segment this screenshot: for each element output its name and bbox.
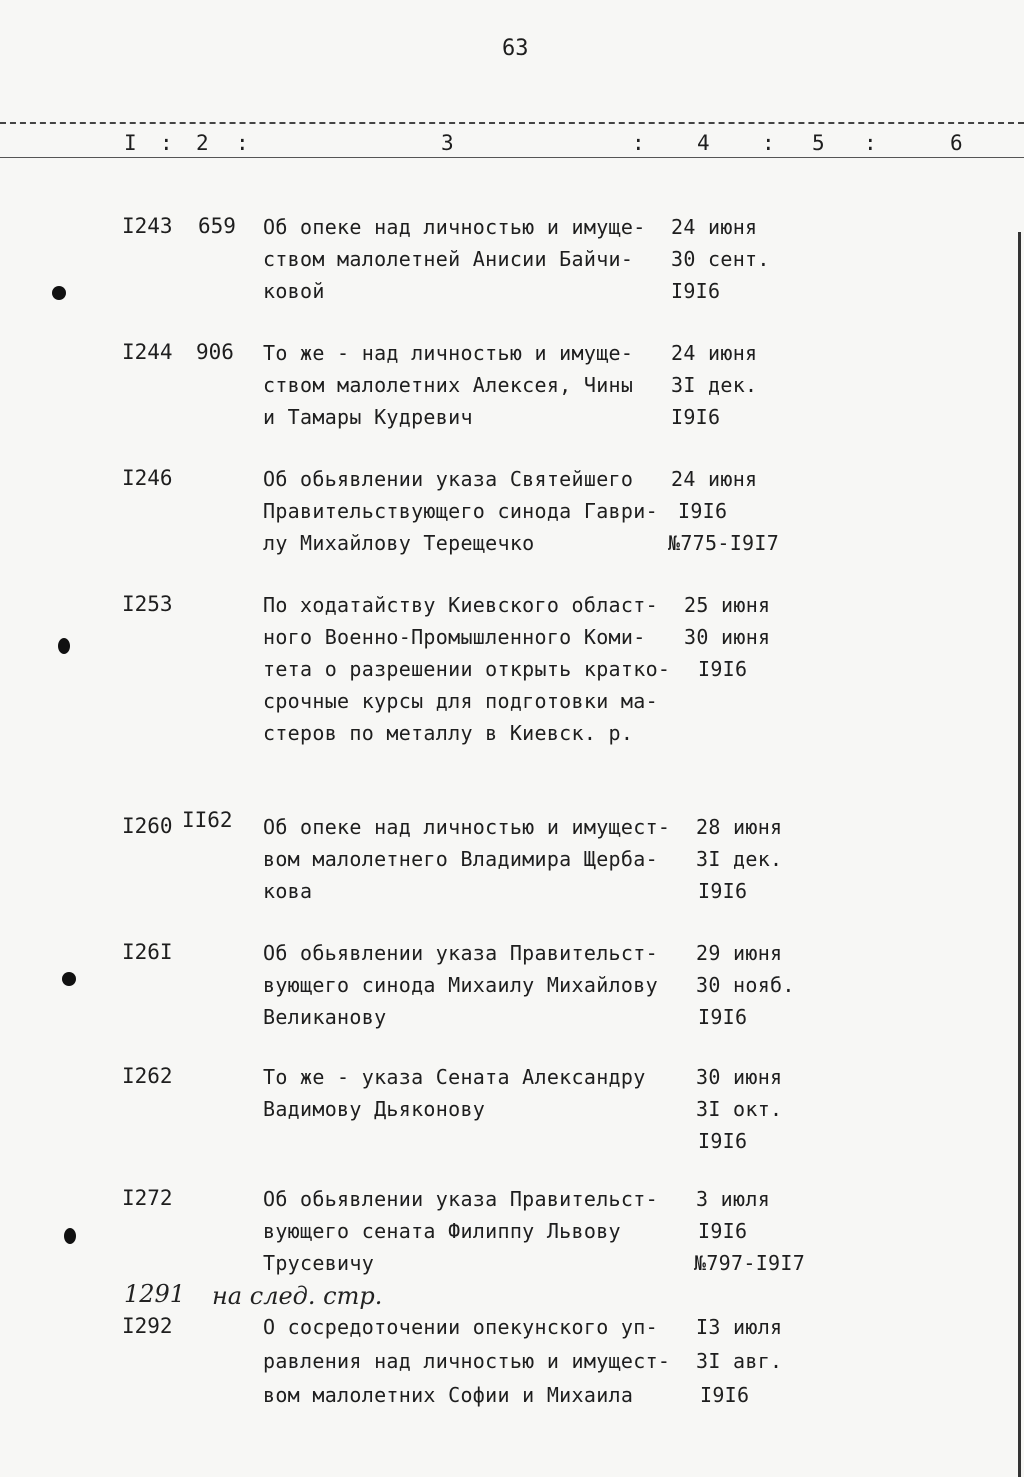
record-number: I292 — [122, 1314, 173, 1338]
column-header-6: 6 — [950, 131, 963, 155]
record-text-line: ством малолетней Анисии Байчи- — [263, 247, 634, 271]
record-text-line: кова — [263, 879, 313, 903]
record-text-line: Об обьявлении указа Святейшего — [263, 467, 634, 491]
record-date-line: 30 июня — [684, 625, 771, 649]
record-text-line: равления над личностью и имущест- — [263, 1349, 671, 1373]
column-header-4: 4 — [697, 131, 710, 155]
record-date-line: №797-I9I7 — [694, 1251, 806, 1275]
margin-blot — [52, 286, 66, 300]
record-text-line: Об обьявлении указа Правительст- — [263, 1187, 658, 1211]
record-text-line: Об опеке над личностью и имуще- — [263, 215, 646, 239]
record-date-line: 24 июня — [671, 215, 758, 239]
record-text-line: стеров по металлу в Киевск. р. — [263, 721, 634, 745]
record-date-line: №775-I9I7 — [668, 531, 780, 555]
record-text-line: срочные курсы для подготовки ма- — [263, 689, 658, 713]
record-text-line: вующего синода Михаилу Михайлову — [263, 973, 658, 997]
record-text-line: ного Военно-Промышленного Коми- — [263, 625, 646, 649]
record-date-line: 3 июля — [696, 1187, 771, 1211]
record-text-line: ством малолетних Алексея, Чины — [263, 373, 634, 397]
record-text-line: То же - указа Сената Александру — [263, 1065, 646, 1089]
record-date-line: 29 июня — [696, 941, 783, 965]
column-header-1: I — [124, 131, 137, 155]
right-margin-rule — [1018, 232, 1021, 1477]
record-text-line: Великанову — [263, 1005, 387, 1029]
record-text-line: О сосредоточении опекунского уп- — [263, 1315, 658, 1339]
column-header-2: 2 — [196, 131, 209, 155]
margin-blot — [64, 1228, 76, 1244]
record-number: I244 — [122, 340, 173, 364]
record-text-line: Об обьявлении указа Правительст- — [263, 941, 658, 965]
column-separator: : — [160, 131, 173, 155]
case-number: 906 — [196, 340, 234, 364]
record-number: I246 — [122, 466, 173, 490]
record-date-line: 25 июня — [684, 593, 771, 617]
record-date-line: 3I окт. — [696, 1097, 783, 1121]
record-date-line: 3I дек. — [696, 847, 783, 871]
record-date-line: I9I6 — [698, 1005, 748, 1029]
record-number: I243 — [122, 214, 173, 238]
record-number: I26I — [122, 940, 173, 964]
record-text-line: Вадимову Дьяконову — [263, 1097, 486, 1121]
record-number: I253 — [122, 592, 173, 616]
handwritten-note: на след. стр. — [212, 1282, 383, 1310]
page-number: 63 — [502, 36, 529, 61]
record-text-line: То же - над личностью и имуще- — [263, 341, 634, 365]
record-date-line: 24 июня — [671, 467, 758, 491]
record-date-line: 30 нояб. — [696, 973, 795, 997]
record-text-line: лу Михайлову Терещечко — [263, 531, 535, 555]
column-separator: : — [632, 131, 645, 155]
record-date-line: I9I6 — [671, 279, 721, 303]
record-text-line: вующего сената Филиппу Львову — [263, 1219, 621, 1243]
record-date-line: I9I6 — [698, 879, 748, 903]
record-date-line: I9I6 — [700, 1383, 750, 1407]
margin-blot — [58, 638, 70, 654]
record-date-line: I9I6 — [698, 1129, 748, 1153]
column-header-3: 3 — [441, 131, 454, 155]
record-text-line: Трусевичу — [263, 1251, 375, 1275]
case-number: II62 — [182, 808, 233, 832]
record-date-line: 30 сент. — [671, 247, 770, 271]
record-text-line: Правительствующего синода Гаври- — [263, 499, 658, 523]
column-separator: : — [236, 131, 249, 155]
record-text-line: По ходатайству Киевского област- — [263, 593, 658, 617]
record-text-line: и Тамары Кудревич — [263, 405, 473, 429]
record-date-line: I9I6 — [678, 499, 728, 523]
handwritten-record-number: 1291 — [124, 1280, 186, 1308]
margin-blot — [62, 972, 76, 986]
record-date-line: 3I дек. — [671, 373, 758, 397]
record-date-line: I9I6 — [671, 405, 721, 429]
record-date-line: I9I6 — [698, 657, 748, 681]
record-date-line: I9I6 — [698, 1219, 748, 1243]
record-text-line: вом малолетних Софии и Михаила — [263, 1383, 634, 1407]
record-number: I262 — [122, 1064, 173, 1088]
record-number: I260 — [122, 814, 173, 838]
record-text-line: вом малолетнего Владимира Щерба- — [263, 847, 658, 871]
case-number: 659 — [198, 214, 236, 238]
record-date-line: 3I авг. — [696, 1349, 783, 1373]
column-separator: : — [762, 131, 775, 155]
column-separator: : — [864, 131, 877, 155]
record-text-line: Об опеке над личностью и имущест- — [263, 815, 671, 839]
record-text-line: тета о разрешении открыть кратко- — [263, 657, 671, 681]
record-date-line: 30 июня — [696, 1065, 783, 1089]
record-date-line: 24 июня — [671, 341, 758, 365]
header-top-rule — [0, 122, 1024, 124]
record-date-line: 28 июня — [696, 815, 783, 839]
column-header-5: 5 — [812, 131, 825, 155]
record-date-line: I3 июля — [696, 1315, 783, 1339]
record-number: I272 — [122, 1186, 173, 1210]
record-text-line: ковой — [263, 279, 325, 303]
header-bottom-rule — [0, 157, 1024, 158]
